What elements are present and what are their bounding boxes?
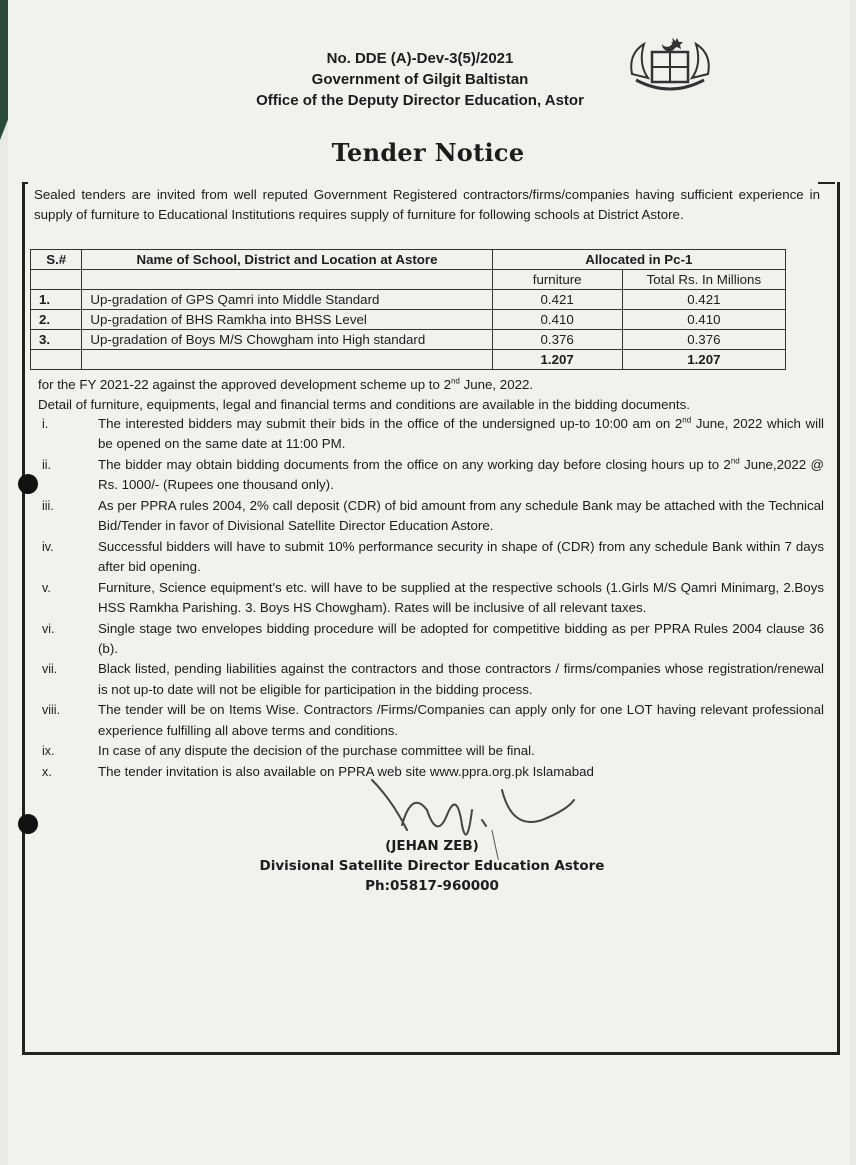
row-sn: 3. <box>31 330 82 350</box>
row-total: 0.410 <box>622 310 785 330</box>
list-item: v. Furniture, Science equipment's etc. will have to be supplied at the respective schools (1.Girls M/S Qamri Minimarg, 2.Boys HSS Ramkha Parishing. 3. Boys HS Chowgham). Rates will be inclusive of all relevant taxes. <box>42 579 824 615</box>
header-total: Total Rs. In Millions <box>622 270 785 290</box>
header-furniture: furniture <box>492 270 622 290</box>
row-name: Up-gradation of GPS Qamri into Middle Standard <box>82 290 492 310</box>
signatory-phone: Ph:05817-960000 <box>365 878 499 894</box>
office-name: Office of the Deputy Director Education, Astor <box>256 92 584 109</box>
list-item: iii. As per PPRA rules 2004, 2% call deposit (CDR) of bid amount from any schedule Bank may be attached with the Technical Bid/Tender in favor of Divisional Satellite Director Education Astore. <box>42 497 824 534</box>
intro-paragraph: Sealed tenders are invited from well reputed Government Registered contractors/firms/companies having sufficient experience in supply of furniture to Educational Institutions requires supply of furniture for following schools at District Astore. <box>34 187 820 222</box>
letterhead <box>230 48 610 111</box>
row-total: 0.376 <box>622 330 785 350</box>
row-furniture: 0.376 <box>492 330 622 350</box>
notice-border-top-right <box>818 182 835 184</box>
allocation-table <box>30 249 786 370</box>
list-item: ix. In case of any dispute the decision of the purchase committee will be final. <box>42 743 535 759</box>
table-row <box>31 290 786 310</box>
signoff-block <box>232 836 632 896</box>
after-table-text <box>38 375 828 415</box>
table-row <box>31 330 786 350</box>
header-name: Name of School, District and Location at Astore <box>82 250 492 270</box>
detail-line: Detail of furniture, equipments, legal and financial terms and conditions are available in the bidding documents. <box>38 397 690 412</box>
terms-list <box>40 414 824 783</box>
table-row <box>31 310 786 330</box>
row-name: Up-gradation of Boys M/S Chowgham into High standard <box>82 330 492 350</box>
row-name: Up-gradation of BHS Ramkha into BHSS Level <box>82 310 492 330</box>
signatory-designation: Divisional Satellite Director Education Astore <box>259 858 605 874</box>
list-item: x. The tender invitation is also available on PPRA web site www.ppra.org.pk Islamabad <box>42 763 594 779</box>
signatory-name: (JEHAN ZEB) <box>385 838 479 854</box>
table-total-row <box>31 350 786 370</box>
fiscal-year-line: for the FY 2021-22 against the approved development scheme up to 2nd June, 2022. <box>38 376 534 392</box>
row-sn: 2. <box>31 310 82 330</box>
page-title: Tender Notice <box>331 138 525 167</box>
punch-hole <box>18 814 38 834</box>
table-subheader-row <box>31 270 786 290</box>
reference-number: No. DDE (A)-Dev-3(5)/2021 <box>326 50 514 67</box>
list-item: iv. Successful bidders will have to submit 10% performance security in shape of (CDR) from any schedule Bank within 7 days after bid opening. <box>42 538 824 574</box>
table-header-row <box>31 250 786 270</box>
notice-border-top-left <box>22 182 28 184</box>
government-name: Government of Gilgit Baltistan <box>311 71 529 88</box>
list-item: viii. The tender will be on Items Wise. Contractors /Firms/Companies can apply only for one LOT having relevant professional experience fulfilling all above terms and conditions. <box>42 702 824 738</box>
row-furniture: 0.410 <box>492 310 622 330</box>
header-allocated: Allocated in Pc-1 <box>492 250 785 270</box>
row-total: 0.421 <box>622 290 785 310</box>
list-item: i. The interested bidders may submit their bids in the office of the undersigned up-to 10:00 am on 2nd June, 2022 which will be opened on the same date at 11:00 PM. <box>42 415 824 452</box>
list-item: vi. Single stage two envelopes bidding procedure will be adopted for competitive bidding as per PPRA Rules 2004 clause 36 (b). <box>42 620 824 656</box>
punch-hole <box>18 474 38 494</box>
state-emblem-icon <box>622 34 718 104</box>
list-item: ii. The bidder may obtain bidding documents from the office on any working day before closing hours up to 2nd June,2022 @ Rs. 1000/- (Rupees one thousand only). <box>42 456 825 493</box>
row-furniture: 0.421 <box>492 290 622 310</box>
total-total: 1.207 <box>622 350 785 370</box>
total-furniture: 1.207 <box>492 350 622 370</box>
list-item: vii. Black listed, pending liabilities against the contractors and those contractors / firms/companies whose registration/renewal is not up-to date will not be eligible for participation in the bidding process. <box>42 661 824 697</box>
header-sn: S.# <box>31 250 82 270</box>
row-sn: 1. <box>31 290 82 310</box>
